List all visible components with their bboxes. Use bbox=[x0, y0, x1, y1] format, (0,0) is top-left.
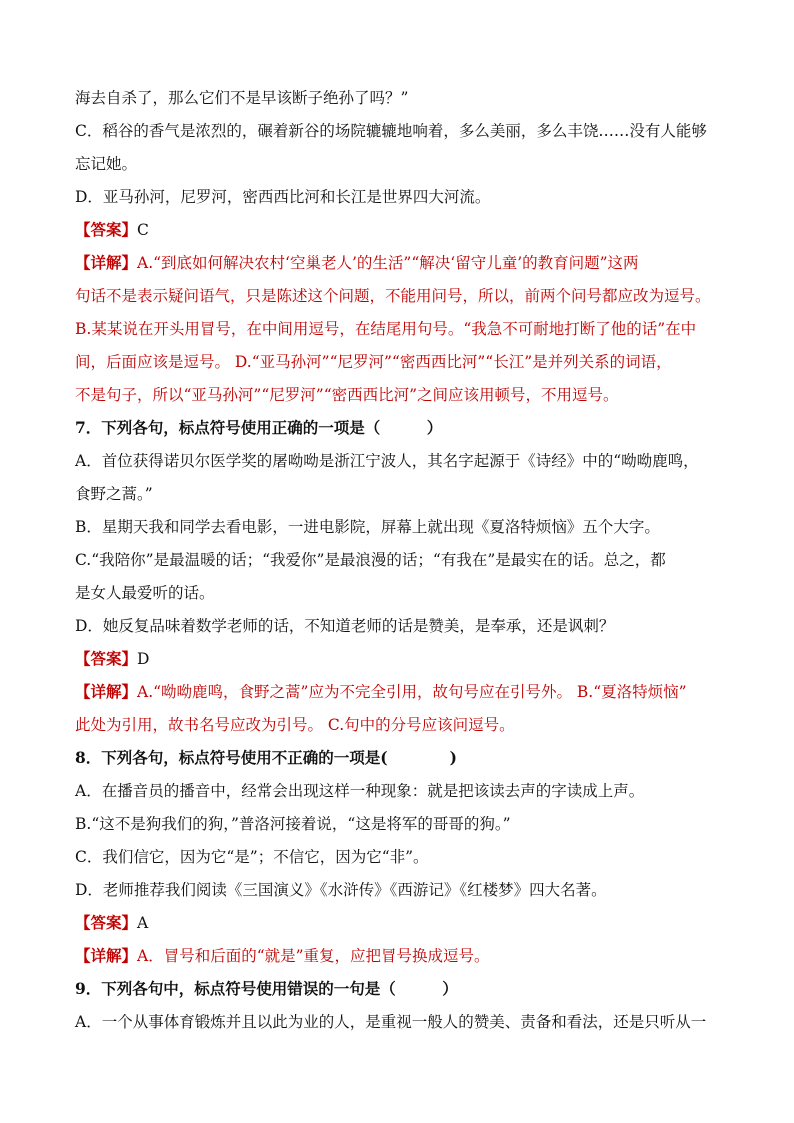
question-heading: 8．下列各句，标点符号使用不正确的一项是( ) bbox=[75, 748, 457, 767]
answer-line bbox=[75, 220, 149, 240]
question-heading: 7．下列各句，标点符号使用正确的一项是（ ） bbox=[75, 418, 443, 437]
explanation-line bbox=[75, 682, 687, 702]
text-line: C．稻谷的香气是浓烈的，碾着新谷的场院辘辘地响着，多么美丽，多么丰饶……没有人能够 bbox=[75, 122, 707, 140]
answer-line bbox=[75, 649, 149, 669]
text-line: A．首位获得诺贝尔医学奖的屠呦呦是浙江宁波人，其名字起源于《诗经》中的“呦呦鹿鸣， bbox=[75, 452, 699, 470]
answer-tag: 【答案】 bbox=[75, 220, 138, 239]
text-line: A．一个从事体育锻炼并且以此为业的人，是重视一般人的赞美、责备和看法，还是只听从一 bbox=[75, 1013, 707, 1031]
text-line: 海去自杀了，那么它们不是早该断子绝孙了吗？” bbox=[75, 89, 409, 107]
text-line: C．我们信它，因为它“是”；不信它，因为它“非”。 bbox=[75, 848, 429, 866]
answer-value: C bbox=[137, 221, 149, 239]
answer-value: A bbox=[137, 914, 149, 932]
explanation-text: 句话不是表示疑问语气，只是陈述这个问题，不能用问号，所以，前两个问号都应改为逗号。 bbox=[75, 287, 711, 305]
explanation-tag: 【详解】 bbox=[75, 253, 138, 272]
text-line: B.“这不是狗我们的狗，”普洛河接着说，“这是将军的哥哥的狗。” bbox=[75, 815, 511, 833]
answer-line bbox=[75, 913, 148, 933]
explanation-text: A．冒号和后面的“就是”重复，应把冒号换成逗号。 bbox=[137, 947, 490, 965]
explanation-text: A.“到底如何解决农村‘空巢老人’的生活”“解决‘留守儿童’的教育问题”这两 bbox=[137, 254, 639, 272]
explanation-text: B.某某说在开头用冒号，在中间用逗号，在结尾用句号。“我急不可耐地打断了他的话”在中 bbox=[75, 320, 697, 338]
text-line: B．星期天我和同学去看电影，一进电影院，屏幕上就出现《夏洛特烦恼》五个大字。 bbox=[75, 518, 660, 536]
text-line: A．在播音员的播音中，经常会出现这样一种现象：就是把该读去声的字读成上声。 bbox=[75, 782, 645, 800]
explanation-line bbox=[75, 253, 639, 273]
text-line: D．老师推荐我们阅读《三国演义》《水浒传》《西游记》《红楼梦》四大名著。 bbox=[75, 881, 607, 899]
answer-tag: 【答案】 bbox=[75, 913, 138, 932]
explanation-tag: 【详解】 bbox=[75, 946, 138, 965]
text-line: D．亚马孙河，尼罗河，密西西比河和长江是世界四大河流。 bbox=[75, 188, 491, 206]
text-line: 食野之蒿。” bbox=[75, 485, 153, 503]
text-line: D．她反复品味着数学老师的话，不知道老师的话是赞美，是奉承，还是讽刺？ bbox=[75, 617, 615, 635]
question-heading: 9．下列各句中，标点符号使用错误的一句是（ ） bbox=[75, 979, 458, 998]
text-line: C.“我陪你”是最温暖的话；“我爱你”是最浪漫的话；“有我在”是最实在的话。总之，都 bbox=[75, 551, 666, 569]
answer-tag: 【答案】 bbox=[75, 649, 138, 668]
explanation-line bbox=[75, 946, 490, 966]
text-line: 忘记她。 bbox=[75, 155, 138, 173]
answer-value: D bbox=[137, 650, 150, 668]
explanation-text: 此处为引用，故书名号应改为引号。 C.句中的分号应该问逗号。 bbox=[75, 716, 515, 734]
explanation-text: A.“呦呦鹿鸣，食野之蒿”应为不完全引用，故句号应在引号外。 B.“夏洛特烦恼” bbox=[137, 683, 687, 701]
explanation-tag: 【详解】 bbox=[75, 682, 138, 701]
explanation-text: 间，后面应该是逗号。 D.“亚马孙河”“尼罗河”“密西西比河”“长江”是并列关系的词语， bbox=[75, 353, 672, 371]
text-line: 是女人最爱听的话。 bbox=[75, 584, 215, 602]
explanation-text: 不是句子，所以“亚马孙河”“尼罗河”“密西西比河”之间应该用顿号，不用逗号。 bbox=[75, 386, 619, 404]
